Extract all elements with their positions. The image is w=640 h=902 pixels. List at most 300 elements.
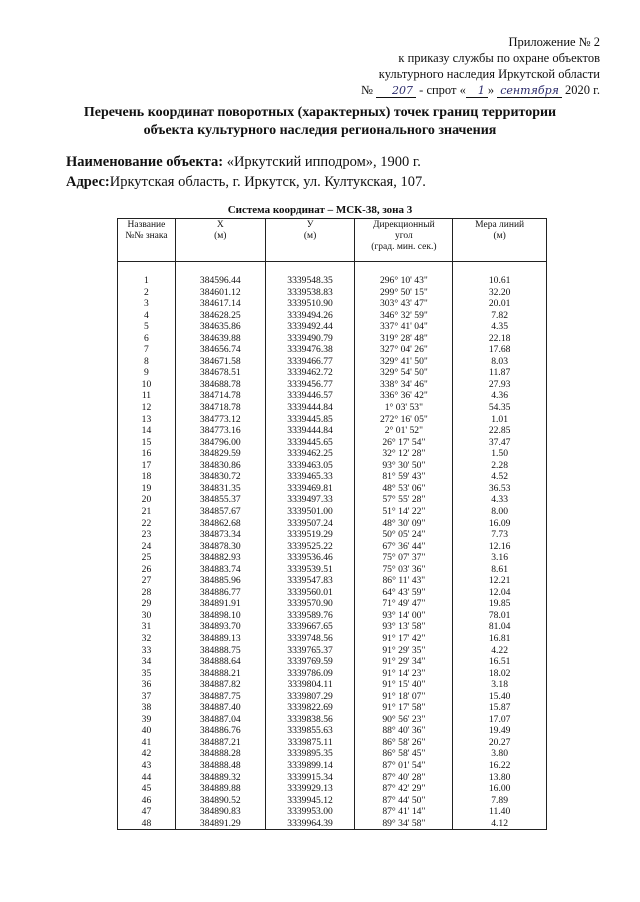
y-cell: 3339445.85 <box>265 414 355 426</box>
x-cell: 384671.58 <box>175 356 265 368</box>
length-cell: 3.18 <box>453 679 547 691</box>
angle-cell: 87° 01' 54" <box>355 760 453 772</box>
y-cell: 3339589.76 <box>265 610 355 622</box>
length-cell: 17.07 <box>453 714 547 726</box>
point-name-cell: 17 <box>118 460 176 472</box>
table-row <box>118 598 547 610</box>
length-cell: 12.16 <box>453 541 547 553</box>
point-name-cell: 15 <box>118 437 176 449</box>
x-cell: 384873.34 <box>175 529 265 541</box>
point-name-cell: 5 <box>118 321 176 333</box>
angle-cell: 2° 01' 52" <box>355 425 453 437</box>
y-cell: 3339444.84 <box>265 402 355 414</box>
table-row <box>118 725 547 737</box>
table-body <box>118 262 547 830</box>
table-row <box>118 333 547 345</box>
point-name-cell: 31 <box>118 621 176 633</box>
y-cell: 3339547.83 <box>265 575 355 587</box>
length-cell: 27.93 <box>453 379 547 391</box>
angle-cell: 51° 14' 22" <box>355 506 453 518</box>
length-cell: 8.03 <box>453 356 547 368</box>
length-cell: 7.89 <box>453 795 547 807</box>
x-cell: 384796.00 <box>175 437 265 449</box>
length-cell: 13.80 <box>453 772 547 784</box>
y-cell: 3339748.56 <box>265 633 355 645</box>
x-cell: 384891.29 <box>175 818 265 830</box>
y-cell: 3339444.84 <box>265 425 355 437</box>
order-year: 2020 г. <box>565 83 600 97</box>
y-cell: 3339822.69 <box>265 702 355 714</box>
point-name-cell: 16 <box>118 448 176 460</box>
y-cell: 3339875.11 <box>265 737 355 749</box>
y-cell: 3339501.00 <box>265 506 355 518</box>
y-cell: 3339915.34 <box>265 772 355 784</box>
angle-cell: 93° 14' 00" <box>355 610 453 622</box>
point-name-cell: 1 <box>118 275 176 287</box>
length-cell: 16.00 <box>453 783 547 795</box>
angle-cell: 75° 07' 37" <box>355 552 453 564</box>
angle-cell: 48° 53' 06" <box>355 483 453 495</box>
length-cell: 22.85 <box>453 425 547 437</box>
angle-cell: 91° 18' 07" <box>355 691 453 703</box>
table-row <box>118 414 547 426</box>
point-name-cell: 25 <box>118 552 176 564</box>
y-cell: 3339953.00 <box>265 806 355 818</box>
length-cell: 1.01 <box>453 414 547 426</box>
length-cell: 3.80 <box>453 748 547 760</box>
table-header-row <box>118 219 547 262</box>
angle-cell: 75° 03' 36" <box>355 564 453 576</box>
y-cell: 3339492.44 <box>265 321 355 333</box>
table-row <box>118 356 547 368</box>
table-row <box>118 367 547 379</box>
header-x: X (м) <box>175 219 265 262</box>
table-row <box>118 494 547 506</box>
point-name-cell: 27 <box>118 575 176 587</box>
table-row <box>118 287 547 299</box>
y-cell: 3339895.35 <box>265 748 355 760</box>
angle-cell: 346° 32' 59" <box>355 310 453 322</box>
point-name-cell: 21 <box>118 506 176 518</box>
table-row <box>118 529 547 541</box>
point-name-cell: 4 <box>118 310 176 322</box>
y-cell: 3339466.77 <box>265 356 355 368</box>
point-name-cell: 38 <box>118 702 176 714</box>
x-cell: 384888.28 <box>175 748 265 760</box>
point-name-cell: 6 <box>118 333 176 345</box>
x-cell: 384888.75 <box>175 645 265 657</box>
length-cell: 10.61 <box>453 275 547 287</box>
length-cell: 54.35 <box>453 402 547 414</box>
x-cell: 384893.70 <box>175 621 265 633</box>
x-cell: 384773.12 <box>175 414 265 426</box>
y-cell: 3339446.57 <box>265 390 355 402</box>
angle-cell: 91° 29' 35" <box>355 645 453 657</box>
table-row <box>118 610 547 622</box>
length-cell: 12.21 <box>453 575 547 587</box>
angle-cell: 48° 30' 09" <box>355 517 453 529</box>
header-direction-angle: Дирекционный угол (град. мин. сек.) <box>355 219 453 262</box>
x-cell: 384889.32 <box>175 772 265 784</box>
table-row <box>118 633 547 645</box>
table-row <box>118 483 547 495</box>
angle-cell: 329° 54' 50" <box>355 367 453 379</box>
y-cell: 3339560.01 <box>265 587 355 599</box>
length-cell: 4.12 <box>453 818 547 830</box>
point-name-cell: 48 <box>118 818 176 830</box>
point-name-cell: 28 <box>118 587 176 599</box>
y-cell: 3339838.56 <box>265 714 355 726</box>
x-cell: 384887.75 <box>175 691 265 703</box>
angle-cell: 91° 15' 40" <box>355 679 453 691</box>
angle-cell: 87° 40' 28" <box>355 772 453 784</box>
table-row <box>118 437 547 449</box>
y-cell: 3339469.81 <box>265 483 355 495</box>
point-name-cell: 34 <box>118 656 176 668</box>
header-point-name: Название №№ знака <box>118 219 176 262</box>
object-address: Адрес:Иркутская область, г. Иркутск, ул. Култукская, 107. <box>66 174 426 190</box>
y-cell: 3339536.46 <box>265 552 355 564</box>
angle-cell: 50° 05' 24" <box>355 529 453 541</box>
x-cell: 384831.35 <box>175 483 265 495</box>
x-cell: 384890.83 <box>175 806 265 818</box>
y-cell: 3339899.14 <box>265 760 355 772</box>
point-name-cell: 33 <box>118 645 176 657</box>
table-row <box>118 760 547 772</box>
angle-cell: 91° 17' 58" <box>355 702 453 714</box>
point-name-cell: 12 <box>118 402 176 414</box>
y-cell: 3339465.33 <box>265 471 355 483</box>
length-cell: 20.27 <box>453 737 547 749</box>
length-cell: 19.49 <box>453 725 547 737</box>
table-row <box>118 748 547 760</box>
length-cell: 11.40 <box>453 806 547 818</box>
length-cell: 2.28 <box>453 460 547 472</box>
y-cell: 3339463.05 <box>265 460 355 472</box>
angle-cell: 272° 16' 05" <box>355 414 453 426</box>
point-name-cell: 10 <box>118 379 176 391</box>
point-name-cell: 32 <box>118 633 176 645</box>
point-name-cell: 39 <box>118 714 176 726</box>
angle-cell: 336° 36' 42" <box>355 390 453 402</box>
length-cell: 1.50 <box>453 448 547 460</box>
length-cell: 4.33 <box>453 494 547 506</box>
table-row <box>118 298 547 310</box>
x-cell: 384656.74 <box>175 344 265 356</box>
point-name-cell: 26 <box>118 564 176 576</box>
length-cell: 15.40 <box>453 691 547 703</box>
angle-cell: 26° 17' 54" <box>355 437 453 449</box>
point-name-cell: 7 <box>118 344 176 356</box>
point-name-cell: 45 <box>118 783 176 795</box>
table-row <box>118 645 547 657</box>
length-cell: 4.36 <box>453 390 547 402</box>
y-cell: 3339804.11 <box>265 679 355 691</box>
table-spacer-row <box>118 262 547 276</box>
table-row <box>118 552 547 564</box>
angle-cell: 57° 55' 28" <box>355 494 453 506</box>
x-cell: 384678.51 <box>175 367 265 379</box>
angle-cell: 329° 41' 50" <box>355 356 453 368</box>
y-cell: 3339456.77 <box>265 379 355 391</box>
length-cell: 3.16 <box>453 552 547 564</box>
angle-cell: 1° 03' 53" <box>355 402 453 414</box>
table-row <box>118 621 547 633</box>
length-cell: 4.35 <box>453 321 547 333</box>
point-name-cell: 30 <box>118 610 176 622</box>
table-row <box>118 783 547 795</box>
table-row <box>118 737 547 749</box>
length-cell: 16.51 <box>453 656 547 668</box>
angle-cell: 67° 36' 44" <box>355 541 453 553</box>
angle-cell: 88° 40' 36" <box>355 725 453 737</box>
x-cell: 384855.37 <box>175 494 265 506</box>
angle-cell: 337° 41' 04" <box>355 321 453 333</box>
table-row <box>118 390 547 402</box>
angle-cell: 327° 04' 26" <box>355 344 453 356</box>
x-cell: 384890.52 <box>175 795 265 807</box>
angle-cell: 87° 44' 50" <box>355 795 453 807</box>
y-cell: 3339964.39 <box>265 818 355 830</box>
length-cell: 7.73 <box>453 529 547 541</box>
x-cell: 384714.78 <box>175 390 265 402</box>
length-cell: 15.87 <box>453 702 547 714</box>
length-cell: 19.85 <box>453 598 547 610</box>
point-name-cell: 41 <box>118 737 176 749</box>
x-cell: 384891.91 <box>175 598 265 610</box>
point-name-cell: 36 <box>118 679 176 691</box>
point-name-cell: 20 <box>118 494 176 506</box>
x-cell: 384898.10 <box>175 610 265 622</box>
y-cell: 3339570.90 <box>265 598 355 610</box>
x-cell: 384883.74 <box>175 564 265 576</box>
table-row <box>118 564 547 576</box>
length-cell: 18.02 <box>453 668 547 680</box>
appendix-header <box>361 34 600 98</box>
table-row <box>118 506 547 518</box>
y-cell: 3339769.59 <box>265 656 355 668</box>
x-cell: 384889.88 <box>175 783 265 795</box>
point-name-cell: 19 <box>118 483 176 495</box>
angle-cell: 93° 13' 58" <box>355 621 453 633</box>
length-cell: 4.52 <box>453 471 547 483</box>
x-cell: 384688.78 <box>175 379 265 391</box>
point-name-cell: 44 <box>118 772 176 784</box>
y-cell: 3339490.79 <box>265 333 355 345</box>
length-cell: 16.09 <box>453 517 547 529</box>
appendix-org: культурного наследия Иркутской области <box>378 67 600 81</box>
angle-cell: 86° 11' 43" <box>355 575 453 587</box>
length-cell: 4.22 <box>453 645 547 657</box>
table-row <box>118 587 547 599</box>
coordinate-system-label: Система координат – МСК-38, зона 3 <box>227 204 413 216</box>
x-cell: 384601.12 <box>175 287 265 299</box>
x-cell: 384886.77 <box>175 587 265 599</box>
x-cell: 384887.04 <box>175 714 265 726</box>
angle-cell: 319° 28' 48" <box>355 333 453 345</box>
order-day: 1 <box>466 85 488 98</box>
table-row <box>118 425 547 437</box>
angle-cell: 338° 34' 46" <box>355 379 453 391</box>
angle-cell: 32° 12' 28" <box>355 448 453 460</box>
y-cell: 3339445.65 <box>265 437 355 449</box>
x-cell: 384617.14 <box>175 298 265 310</box>
point-name-cell: 22 <box>118 517 176 529</box>
angle-cell: 91° 17' 42" <box>355 633 453 645</box>
angle-cell: 87° 42' 29" <box>355 783 453 795</box>
point-name-cell: 23 <box>118 529 176 541</box>
object-info <box>66 152 426 192</box>
y-cell: 3339786.09 <box>265 668 355 680</box>
table-row <box>118 460 547 472</box>
point-name-cell: 40 <box>118 725 176 737</box>
angle-cell: 86° 58' 45" <box>355 748 453 760</box>
length-cell: 37.47 <box>453 437 547 449</box>
length-cell: 22.18 <box>453 333 547 345</box>
length-cell: 12.04 <box>453 587 547 599</box>
point-name-cell: 35 <box>118 668 176 680</box>
angle-cell: 64° 43' 59" <box>355 587 453 599</box>
angle-cell: 89° 34' 58" <box>355 818 453 830</box>
point-name-cell: 13 <box>118 414 176 426</box>
appendix-order-ref: к приказу службы по охране объектов <box>398 51 600 65</box>
y-cell: 3339507.24 <box>265 517 355 529</box>
x-cell: 384830.86 <box>175 460 265 472</box>
table-row <box>118 448 547 460</box>
y-cell: 3339462.25 <box>265 448 355 460</box>
point-name-cell: 42 <box>118 748 176 760</box>
y-cell: 3339548.35 <box>265 275 355 287</box>
table-row <box>118 310 547 322</box>
length-cell: 20.01 <box>453 298 547 310</box>
length-cell: 11.87 <box>453 367 547 379</box>
table-row <box>118 379 547 391</box>
angle-cell: 90° 56' 23" <box>355 714 453 726</box>
x-cell: 384887.21 <box>175 737 265 749</box>
coordinates-table <box>117 218 547 830</box>
y-cell: 3339945.12 <box>265 795 355 807</box>
x-cell: 384773.16 <box>175 425 265 437</box>
y-cell: 3339667.65 <box>265 621 355 633</box>
y-cell: 3339538.83 <box>265 287 355 299</box>
y-cell: 3339494.26 <box>265 310 355 322</box>
x-cell: 384888.64 <box>175 656 265 668</box>
point-name-cell: 11 <box>118 390 176 402</box>
table-row <box>118 471 547 483</box>
length-cell: 8.00 <box>453 506 547 518</box>
point-name-cell: 3 <box>118 298 176 310</box>
point-name-cell: 24 <box>118 541 176 553</box>
x-cell: 384628.25 <box>175 310 265 322</box>
point-name-cell: 14 <box>118 425 176 437</box>
object-name: Наименование объекта: «Иркутский ипподром», 1900 г. <box>66 154 421 170</box>
x-cell: 384596.44 <box>175 275 265 287</box>
angle-cell: 81° 59' 43" <box>355 471 453 483</box>
y-cell: 3339539.51 <box>265 564 355 576</box>
x-cell: 384887.82 <box>175 679 265 691</box>
table-row <box>118 772 547 784</box>
order-number-line: № 207 - спрот « 1 » сентября 2020 г. <box>360 83 600 97</box>
point-name-cell: 43 <box>118 760 176 772</box>
angle-cell: 86° 58' 26" <box>355 737 453 749</box>
table-row <box>118 806 547 818</box>
point-name-cell: 46 <box>118 795 176 807</box>
table-row <box>118 668 547 680</box>
table-row <box>118 656 547 668</box>
y-cell: 3339462.72 <box>265 367 355 379</box>
length-cell: 16.22 <box>453 760 547 772</box>
length-cell: 32.20 <box>453 287 547 299</box>
table-row <box>118 679 547 691</box>
angle-cell: 87° 41' 14" <box>355 806 453 818</box>
y-cell: 3339765.37 <box>265 645 355 657</box>
x-cell: 384830.72 <box>175 471 265 483</box>
document-title: Перечень координат поворотных (характерных) точек границ территории объекта культурного наследия регионального значения <box>83 105 557 138</box>
x-cell: 384862.68 <box>175 517 265 529</box>
x-cell: 384857.67 <box>175 506 265 518</box>
x-cell: 384888.48 <box>175 760 265 772</box>
x-cell: 384889.13 <box>175 633 265 645</box>
table-row <box>118 575 547 587</box>
length-cell: 17.68 <box>453 344 547 356</box>
angle-cell: 91° 14' 23" <box>355 668 453 680</box>
point-name-cell: 37 <box>118 691 176 703</box>
x-cell: 384829.59 <box>175 448 265 460</box>
y-cell: 3339476.38 <box>265 344 355 356</box>
header-line-length: Мера линий (м) <box>453 219 547 262</box>
y-cell: 3339497.33 <box>265 494 355 506</box>
point-name-cell: 18 <box>118 471 176 483</box>
table-row <box>118 691 547 703</box>
point-name-cell: 8 <box>118 356 176 368</box>
y-cell: 3339519.29 <box>265 529 355 541</box>
x-cell: 384718.78 <box>175 402 265 414</box>
length-cell: 7.82 <box>453 310 547 322</box>
point-name-cell: 2 <box>118 287 176 299</box>
angle-cell: 71° 49' 47" <box>355 598 453 610</box>
header-y: У (м) <box>265 219 355 262</box>
angle-cell: 299° 50' 15" <box>355 287 453 299</box>
table-row <box>118 702 547 714</box>
y-cell: 3339510.90 <box>265 298 355 310</box>
x-cell: 384878.30 <box>175 541 265 553</box>
angle-cell: 91° 29' 34" <box>355 656 453 668</box>
appendix-title: Приложение № 2 <box>508 35 600 49</box>
y-cell: 3339929.13 <box>265 783 355 795</box>
angle-cell: 303° 43' 47" <box>355 298 453 310</box>
x-cell: 384886.76 <box>175 725 265 737</box>
y-cell: 3339525.22 <box>265 541 355 553</box>
length-cell: 78.01 <box>453 610 547 622</box>
table-row <box>118 402 547 414</box>
x-cell: 384635.86 <box>175 321 265 333</box>
table-row <box>118 714 547 726</box>
angle-cell: 93° 30' 50" <box>355 460 453 472</box>
table-row <box>118 321 547 333</box>
table-row <box>118 795 547 807</box>
x-cell: 384887.40 <box>175 702 265 714</box>
x-cell: 384639.88 <box>175 333 265 345</box>
order-month: сентября <box>497 85 562 98</box>
point-name-cell: 9 <box>118 367 176 379</box>
table-row <box>118 818 547 830</box>
x-cell: 384885.96 <box>175 575 265 587</box>
length-cell: 8.61 <box>453 564 547 576</box>
table-row <box>118 517 547 529</box>
angle-cell: 296° 10' 43" <box>355 275 453 287</box>
length-cell: 36.53 <box>453 483 547 495</box>
y-cell: 3339855.63 <box>265 725 355 737</box>
